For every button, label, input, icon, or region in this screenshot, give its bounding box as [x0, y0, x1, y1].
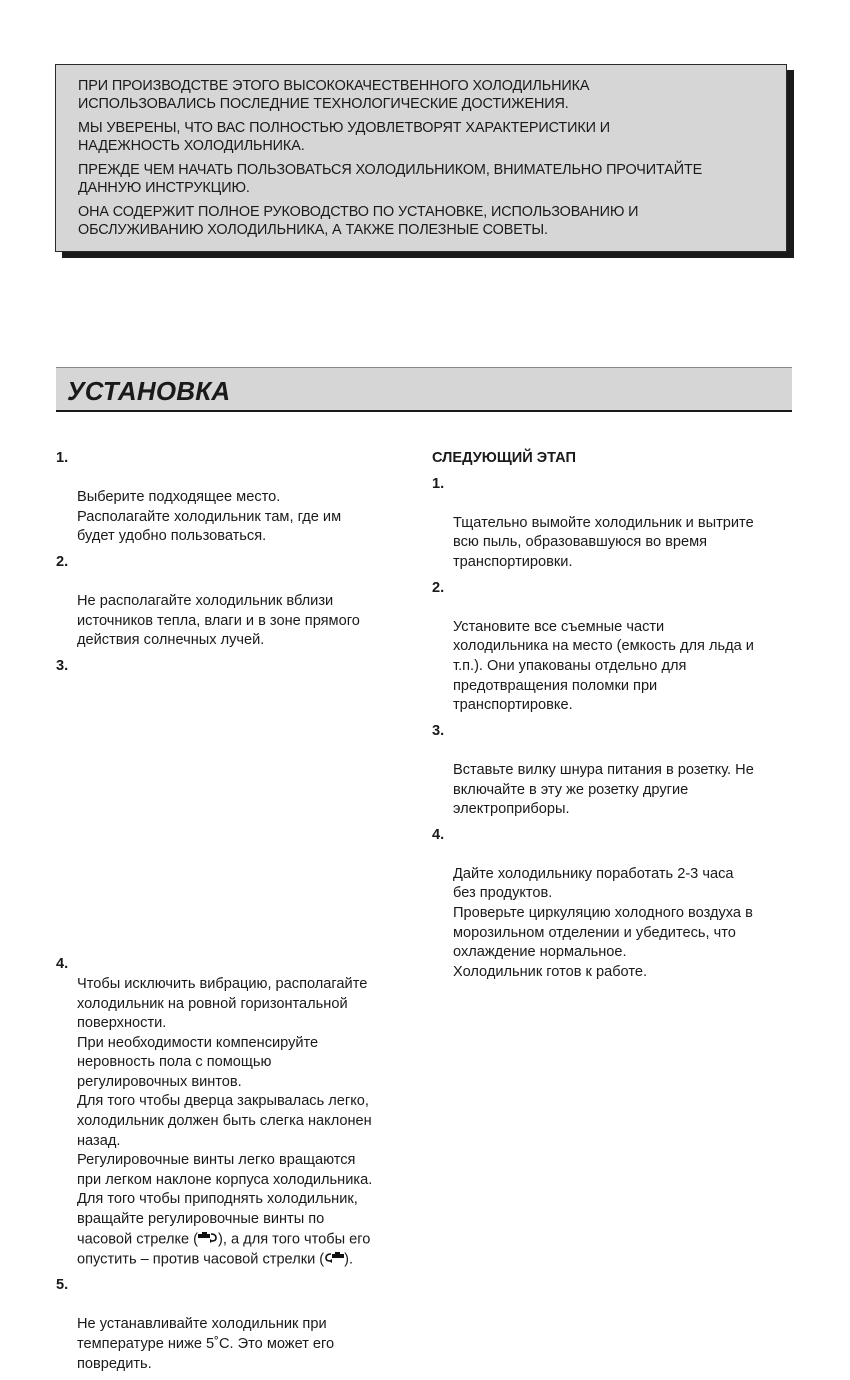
right-column: [432, 449, 797, 988]
list-item: [56, 553, 416, 651]
section-header-bar: [56, 367, 792, 412]
item-text-ccw-before: опустить – против часовой стрелки (: [77, 1251, 325, 1268]
list-item: [432, 475, 797, 573]
next-step-heading: СЛЕДУЮЩИЙ ЭТАП: [432, 450, 576, 466]
rotate-clockwise-icon: [198, 1230, 218, 1250]
item-text: Не располагайте холодильник вблизи источников тепла, влаги и в зоне прямого действия солнечных лучей.: [77, 593, 360, 649]
item-text: Чтобы исключить вибрацию, располагайте холодильник на ровной горизонтальной поверхности. При необходимости компенсируйте неровность пола с помощью регулировочных винтов. Для того чтобы дверца закрывалась легко, холодильник должен быть слегка наклонен назад. Регулировочные винты легко вращаются при легком наклоне корпуса холодильника. Для того чтобы приподнять холодильник, вращайте регулировочные винты по: [77, 975, 373, 1228]
list-item: [56, 449, 416, 547]
intro-paragraph-1: ПРИ ПРОИЗВОДСТВЕ ЭТОГО ВЫСОКОКАЧЕСТВЕННОГО ХОЛОДИЛЬНИКА ИСПОЛЬЗОВАЛИСЬ ПОСЛЕДНИЕ ТЕХНОЛОГИЧЕСКИЕ ДОСТИЖЕНИЯ.: [78, 78, 590, 112]
section-title: УСТАНОВКА: [67, 376, 231, 406]
rotate-counterclockwise-icon: [324, 1250, 344, 1270]
item-number: 2.: [56, 553, 69, 570]
item-text-cw-after: ), а для того чтобы его: [218, 1231, 371, 1248]
list-item: [432, 826, 797, 983]
item-text: Выберите подходящее место. Располагайте холодильник там, где им будет удобно пользоваться.: [77, 489, 342, 545]
item-number: 4.: [432, 826, 445, 843]
item-text: Тщательно вымойте холодильник и вытрите всю пыль, образовавшуюся во время транспортировки.: [453, 514, 754, 570]
item-number: 4.: [56, 956, 69, 973]
item-text: Не устанавливайте холодильник при температуре ниже 5˚С. Это может его повредить.: [77, 1316, 335, 1372]
item-number: 2.: [432, 579, 445, 596]
list-item: [56, 955, 416, 1270]
item-text: Установите все съемные части холодильника на место (емкость для льда и т.п.). Они упакованы отдельно для предотвращения поломки при транспортировке.: [453, 618, 754, 714]
item-text: Дайте холодильнику поработать 2-3 часа без продуктов. Проверьте циркуляцию холодного воздуха в морозильном отделении и убедитесь, что охлаждение нормальное. Холодильник готов к работе.: [453, 865, 753, 980]
list-item: [432, 722, 797, 820]
illustration-space: [77, 716, 416, 930]
list-item: [56, 1276, 416, 1374]
intro-paragraph-4: ОНА СОДЕРЖИТ ПОЛНОЕ РУКОВОДСТВО ПО УСТАНОВКЕ, ИСПОЛЬЗОВАНИЮ И ОБСЛУЖИВАНИЮ ХОЛОДИЛЬНИКА, А ТАКЖЕ ПОЛЕЗНЫЕ СОВЕТЫ.: [78, 204, 639, 238]
item-number: 3.: [432, 722, 445, 739]
item-number: 3.: [56, 657, 69, 674]
left-column: [56, 449, 416, 1380]
intro-paragraph-3: ПРЕЖДЕ ЧЕМ НАЧАТЬ ПОЛЬЗОВАТЬСЯ ХОЛОДИЛЬНИКОМ, ВНИМАТЕЛЬНО ПРОЧИТАЙТЕ ДАННУЮ ИНСТРУКЦИЮ.: [78, 162, 703, 196]
list-item: [432, 579, 797, 716]
item-text: Вставьте вилку шнура питания в розетку. Не включайте в эту же розетку другие электроприборы.: [453, 761, 754, 818]
intro-paragraph-2: МЫ УВЕРЕНЫ, ЧТО ВАС ПОЛНОСТЬЮ УДОВЛЕТВОРЯТ ХАРАКТЕРИСТИКИ И НАДЕЖНОСТЬ ХОЛОДИЛЬНИКА.: [78, 120, 611, 154]
item-number: 5.: [56, 1277, 69, 1294]
item-text-cw-before: часовой стрелке (: [77, 1231, 199, 1248]
list-item: [56, 657, 416, 949]
item-number: 1.: [56, 450, 69, 466]
item-number: 1.: [432, 475, 445, 492]
intro-notice-box: [55, 64, 787, 252]
item-text-ccw-after: ).: [344, 1251, 354, 1268]
